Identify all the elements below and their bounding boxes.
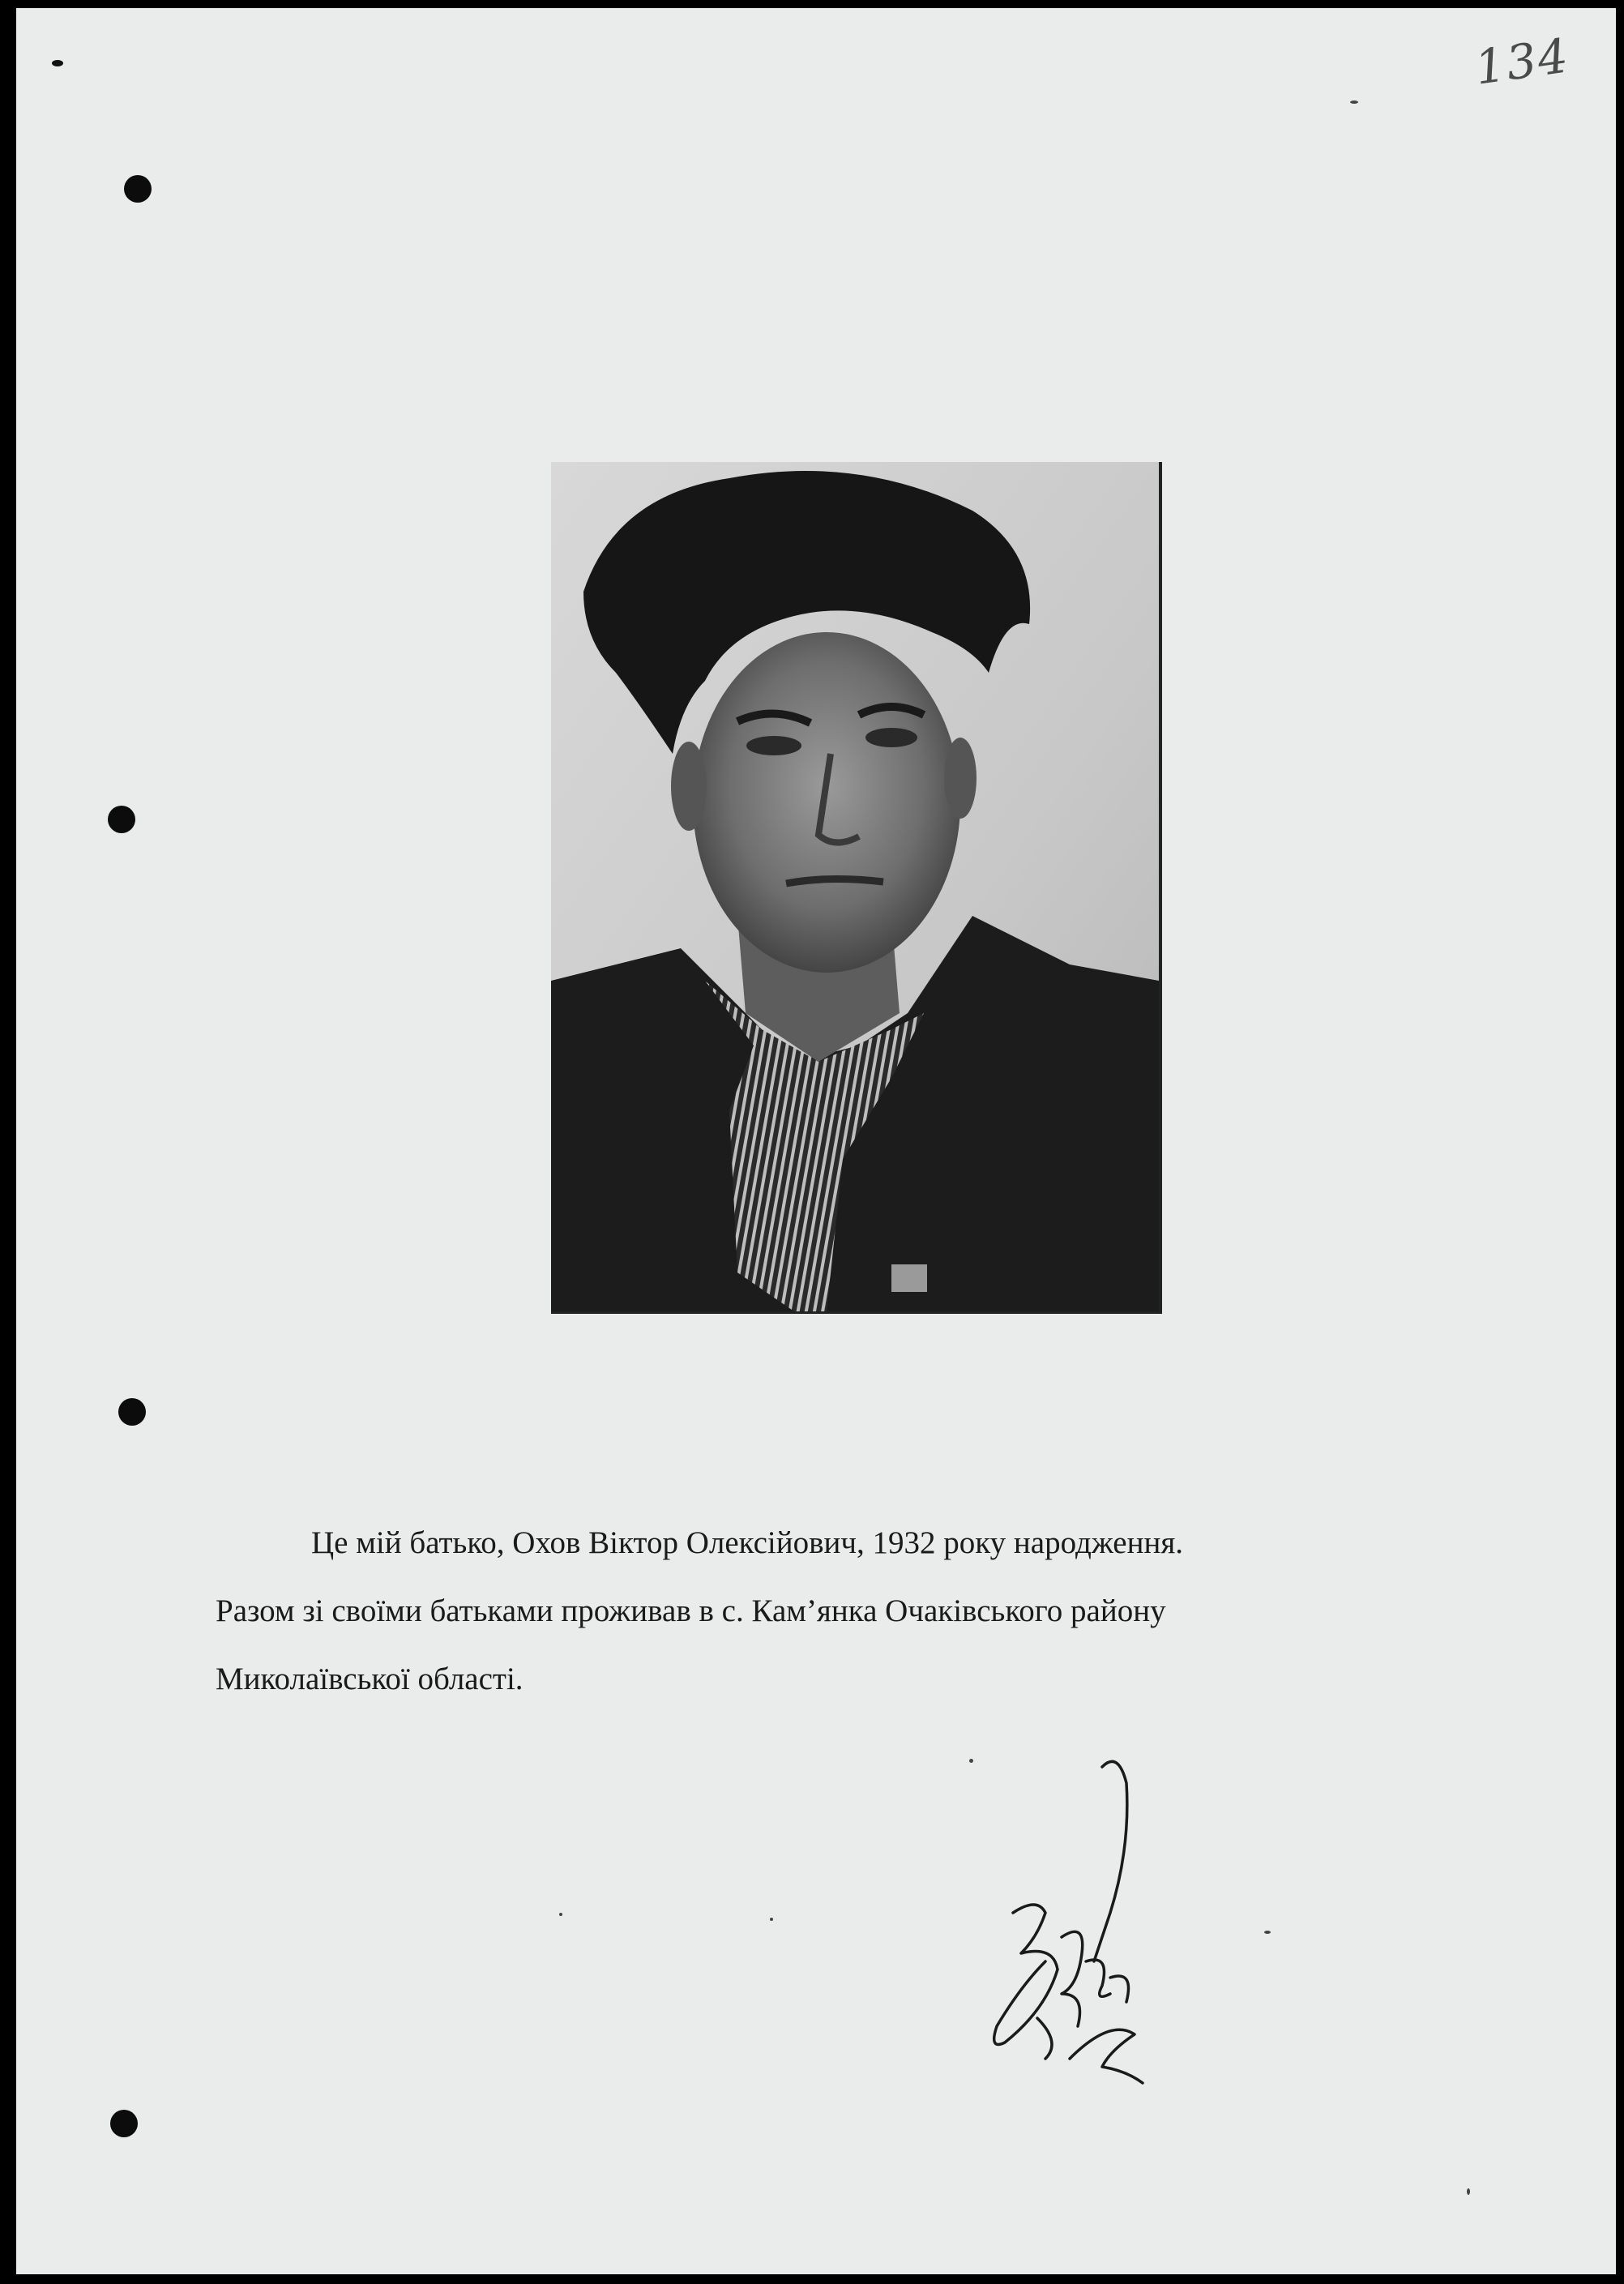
dust-speck xyxy=(1264,1931,1271,1934)
dust-speck xyxy=(1350,101,1358,104)
dust-speck xyxy=(770,1918,773,1921)
dust-speck xyxy=(559,1913,562,1916)
punch-hole-icon xyxy=(110,2110,138,2137)
caption-text xyxy=(216,1509,1415,1713)
handwritten-signature-icon xyxy=(989,1751,1183,2103)
dust-speck xyxy=(52,60,63,66)
caption-line: Разом зі своїми батьками проживав в с. Кам’янка Очаківського району xyxy=(216,1593,1166,1628)
portrait-photo xyxy=(551,462,1162,1314)
caption-line: Це мій батько, Охов Віктор Олексійович, 1932 року народження. xyxy=(311,1525,1184,1560)
punch-hole-icon xyxy=(108,806,135,833)
punch-hole-icon xyxy=(118,1398,146,1426)
page-number: 134 xyxy=(1471,28,1573,96)
punch-hole-icon xyxy=(124,175,152,203)
caption-line: Миколаївської області. xyxy=(216,1662,524,1696)
document-page xyxy=(16,8,1616,2274)
dust-speck xyxy=(1467,2188,1470,2195)
dust-speck xyxy=(969,1759,973,1763)
